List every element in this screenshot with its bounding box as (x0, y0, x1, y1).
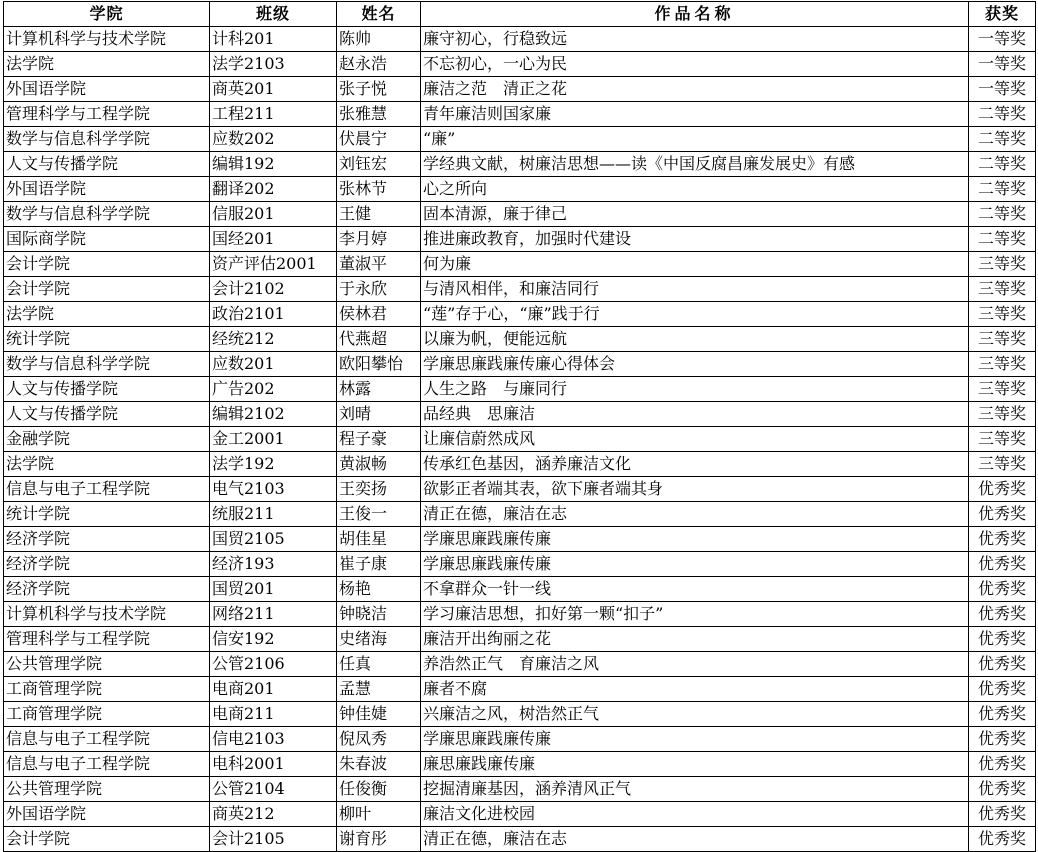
table-row (4, 327, 1036, 352)
header-row (4, 2, 1036, 27)
work-title-cell: 心之所向 (421, 177, 969, 202)
college-cell: 法学院 (4, 52, 210, 77)
table-row (4, 652, 1036, 677)
award-cell: 三等奖 (969, 402, 1036, 427)
award-cell: 三等奖 (969, 352, 1036, 377)
college-cell: 管理科学与工程学院 (4, 102, 210, 127)
table-row (4, 752, 1036, 777)
college-cell: 信息与电子工程学院 (4, 752, 210, 777)
college-cell: 计算机科学与技术学院 (4, 27, 210, 52)
class-cell: 统服211 (210, 502, 337, 527)
work-title-cell: 学习廉洁思想，扣好第一颗“扣子” (421, 602, 969, 627)
work-title-cell: 以廉为帆，便能远航 (421, 327, 969, 352)
college-cell: 国际商学院 (4, 227, 210, 252)
table-row (4, 227, 1036, 252)
class-cell: 国贸201 (210, 577, 337, 602)
name-cell: 于永欣 (337, 277, 421, 302)
award-cell: 三等奖 (969, 327, 1036, 352)
table-row (4, 677, 1036, 702)
name-cell: 侯林君 (337, 302, 421, 327)
class-cell: 信电2103 (210, 727, 337, 752)
name-cell: 谢育彤 (337, 827, 421, 852)
class-cell: 商英212 (210, 802, 337, 827)
class-cell: 广告202 (210, 377, 337, 402)
work-title-cell: “廉” (421, 127, 969, 152)
work-title-cell: 不拿群众一针一线 (421, 577, 969, 602)
award-cell: 一等奖 (969, 77, 1036, 102)
awards-table (3, 1, 1036, 852)
award-cell: 一等奖 (969, 27, 1036, 52)
class-cell: 电气2103 (210, 477, 337, 502)
name-cell: 陈帅 (337, 27, 421, 52)
name-cell: 李月婷 (337, 227, 421, 252)
college-cell: 外国语学院 (4, 77, 210, 102)
table-row (4, 602, 1036, 627)
name-cell: 杨艳 (337, 577, 421, 602)
name-cell: 程子豪 (337, 427, 421, 452)
work-title-cell: 养浩然正气 育廉洁之风 (421, 652, 969, 677)
name-cell: 任真 (337, 652, 421, 677)
award-cell: 优秀奖 (969, 552, 1036, 577)
work-title-cell: 挖掘清廉基因，涵养清风正气 (421, 777, 969, 802)
name-cell: 刘晴 (337, 402, 421, 427)
award-cell: 优秀奖 (969, 652, 1036, 677)
work-title-cell: 廉洁文化进校园 (421, 802, 969, 827)
award-cell: 优秀奖 (969, 502, 1036, 527)
college-cell: 经济学院 (4, 577, 210, 602)
award-cell: 三等奖 (969, 302, 1036, 327)
class-cell: 经济193 (210, 552, 337, 577)
college-cell: 人文与传播学院 (4, 152, 210, 177)
class-cell: 电商211 (210, 702, 337, 727)
award-cell: 优秀奖 (969, 477, 1036, 502)
name-cell: 张雅慧 (337, 102, 421, 127)
work-title-cell: 青年廉洁则国家廉 (421, 102, 969, 127)
table-row (4, 352, 1036, 377)
work-title-cell: 学廉思廉践廉传廉 (421, 552, 969, 577)
college-cell: 计算机科学与技术学院 (4, 602, 210, 627)
award-cell: 优秀奖 (969, 527, 1036, 552)
college-cell: 会计学院 (4, 252, 210, 277)
work-title-cell: 人生之路 与廉同行 (421, 377, 969, 402)
college-cell: 外国语学院 (4, 177, 210, 202)
table-row (4, 402, 1036, 427)
name-cell: 任俊衡 (337, 777, 421, 802)
awards-table-body (4, 27, 1036, 852)
class-cell: 经统212 (210, 327, 337, 352)
name-cell: 钟晓洁 (337, 602, 421, 627)
table-row (4, 102, 1036, 127)
college-cell: 法学院 (4, 452, 210, 477)
table-row (4, 252, 1036, 277)
name-cell: 黄淑畅 (337, 452, 421, 477)
college-cell: 公共管理学院 (4, 652, 210, 677)
college-cell: 经济学院 (4, 527, 210, 552)
college-cell: 外国语学院 (4, 802, 210, 827)
work-title-cell: 廉洁之范 清正之花 (421, 77, 969, 102)
class-cell: 国贸2105 (210, 527, 337, 552)
award-cell: 优秀奖 (969, 602, 1036, 627)
table-row (4, 377, 1036, 402)
work-title-cell: 学廉思廉践廉传廉 (421, 727, 969, 752)
college-cell: 法学院 (4, 302, 210, 327)
table-row (4, 77, 1036, 102)
college-cell: 工商管理学院 (4, 677, 210, 702)
college-cell: 公共管理学院 (4, 777, 210, 802)
table-row (4, 477, 1036, 502)
work-title-cell: 何为廉 (421, 252, 969, 277)
name-cell: 崔子康 (337, 552, 421, 577)
class-cell: 应数202 (210, 127, 337, 152)
name-cell: 张子悦 (337, 77, 421, 102)
college-cell: 工商管理学院 (4, 702, 210, 727)
table-row (4, 452, 1036, 477)
award-cell: 三等奖 (969, 377, 1036, 402)
college-cell: 数学与信息科学学院 (4, 202, 210, 227)
name-cell: 胡佳星 (337, 527, 421, 552)
header-college: 学院 (4, 2, 210, 27)
work-title-cell: 学廉思廉践廉传廉 (421, 527, 969, 552)
class-cell: 网络211 (210, 602, 337, 627)
name-cell: 代燕超 (337, 327, 421, 352)
award-cell: 优秀奖 (969, 577, 1036, 602)
table-row (4, 777, 1036, 802)
work-title-cell: 廉洁开出绚丽之花 (421, 627, 969, 652)
work-title-cell: 兴廉洁之风，树浩然正气 (421, 702, 969, 727)
award-cell: 二等奖 (969, 202, 1036, 227)
work-title-cell: 固本清源，廉于律己 (421, 202, 969, 227)
award-cell: 二等奖 (969, 152, 1036, 177)
class-cell: 信安192 (210, 627, 337, 652)
table-row (4, 277, 1036, 302)
award-cell: 优秀奖 (969, 702, 1036, 727)
table-row (4, 302, 1036, 327)
name-cell: 孟慧 (337, 677, 421, 702)
work-title-cell: 传承红色基因，涵养廉洁文化 (421, 452, 969, 477)
class-cell: 资产评估2001 (210, 252, 337, 277)
table-row (4, 202, 1036, 227)
award-cell: 三等奖 (969, 277, 1036, 302)
table-row (4, 27, 1036, 52)
class-cell: 公管2104 (210, 777, 337, 802)
class-cell: 应数201 (210, 352, 337, 377)
table-row (4, 827, 1036, 852)
table-row (4, 52, 1036, 77)
header-class: 班级 (210, 2, 337, 27)
class-cell: 法学192 (210, 452, 337, 477)
award-cell: 三等奖 (969, 452, 1036, 477)
work-title-cell: 学廉思廉践廉传廉心得体会 (421, 352, 969, 377)
award-cell: 三等奖 (969, 427, 1036, 452)
table-row (4, 802, 1036, 827)
work-title-cell: 不忘初心，一心为民 (421, 52, 969, 77)
work-title-cell: 清正在德，廉洁在志 (421, 502, 969, 527)
work-title-cell: 推进廉政教育，加强时代建设 (421, 227, 969, 252)
college-cell: 统计学院 (4, 502, 210, 527)
college-cell: 经济学院 (4, 552, 210, 577)
class-cell: 国经201 (210, 227, 337, 252)
award-cell: 优秀奖 (969, 827, 1036, 852)
header-award: 获奖 (969, 2, 1036, 27)
class-cell: 编辑2102 (210, 402, 337, 427)
college-cell: 人文与传播学院 (4, 377, 210, 402)
work-title-cell: 欲影正者端其表，欲下廉者端其身 (421, 477, 969, 502)
work-title-cell: 廉者不腐 (421, 677, 969, 702)
work-title-cell: 廉守初心，行稳致远 (421, 27, 969, 52)
table-row (4, 577, 1036, 602)
award-cell: 优秀奖 (969, 777, 1036, 802)
work-title-cell: 学经典文献，树廉洁思想——读《中国反腐昌廉发展史》有感 (421, 152, 969, 177)
name-cell: 柳叶 (337, 802, 421, 827)
work-title-cell: 清正在德，廉洁在志 (421, 827, 969, 852)
table-row (4, 702, 1036, 727)
name-cell: 王俊一 (337, 502, 421, 527)
table-row (4, 527, 1036, 552)
class-cell: 信服201 (210, 202, 337, 227)
award-cell: 一等奖 (969, 52, 1036, 77)
name-cell: 赵永浩 (337, 52, 421, 77)
table-row (4, 627, 1036, 652)
college-cell: 会计学院 (4, 277, 210, 302)
name-cell: 钟佳婕 (337, 702, 421, 727)
college-cell: 数学与信息科学学院 (4, 352, 210, 377)
table-row (4, 552, 1036, 577)
class-cell: 商英201 (210, 77, 337, 102)
name-cell: 史绪海 (337, 627, 421, 652)
class-cell: 电商201 (210, 677, 337, 702)
name-cell: 欧阳攀怡 (337, 352, 421, 377)
class-cell: 翻译202 (210, 177, 337, 202)
college-cell: 管理科学与工程学院 (4, 627, 210, 652)
name-cell: 倪凤秀 (337, 727, 421, 752)
header-name: 姓名 (337, 2, 421, 27)
name-cell: 刘钰宏 (337, 152, 421, 177)
award-cell: 二等奖 (969, 102, 1036, 127)
name-cell: 董淑平 (337, 252, 421, 277)
class-cell: 公管2106 (210, 652, 337, 677)
work-title-cell: “莲”存于心，“廉”践于行 (421, 302, 969, 327)
work-title-cell: 廉思廉践廉传廉 (421, 752, 969, 777)
name-cell: 王奕扬 (337, 477, 421, 502)
name-cell: 伏晨宁 (337, 127, 421, 152)
table-row (4, 152, 1036, 177)
college-cell: 数学与信息科学学院 (4, 127, 210, 152)
table-row (4, 502, 1036, 527)
class-cell: 会计2102 (210, 277, 337, 302)
award-cell: 优秀奖 (969, 727, 1036, 752)
award-cell: 二等奖 (969, 227, 1036, 252)
name-cell: 张林节 (337, 177, 421, 202)
class-cell: 金工2001 (210, 427, 337, 452)
class-cell: 计科201 (210, 27, 337, 52)
college-cell: 信息与电子工程学院 (4, 477, 210, 502)
award-cell: 优秀奖 (969, 627, 1036, 652)
award-cell: 优秀奖 (969, 752, 1036, 777)
award-cell: 优秀奖 (969, 802, 1036, 827)
class-cell: 法学2103 (210, 52, 337, 77)
class-cell: 电科2001 (210, 752, 337, 777)
college-cell: 会计学院 (4, 827, 210, 852)
college-cell: 信息与电子工程学院 (4, 727, 210, 752)
name-cell: 王健 (337, 202, 421, 227)
work-title-cell: 与清风相伴，和廉洁同行 (421, 277, 969, 302)
class-cell: 会计2105 (210, 827, 337, 852)
award-cell: 二等奖 (969, 127, 1036, 152)
award-cell: 优秀奖 (969, 677, 1036, 702)
table-row (4, 127, 1036, 152)
class-cell: 编辑192 (210, 152, 337, 177)
work-title-cell: 让廉信蔚然成风 (421, 427, 969, 452)
table-row (4, 177, 1036, 202)
class-cell: 工程211 (210, 102, 337, 127)
work-title-cell: 品经典 思廉洁 (421, 402, 969, 427)
award-cell: 三等奖 (969, 252, 1036, 277)
award-cell: 二等奖 (969, 177, 1036, 202)
college-cell: 人文与传播学院 (4, 402, 210, 427)
table-row (4, 427, 1036, 452)
name-cell: 林露 (337, 377, 421, 402)
header-work: 作品名称 (421, 2, 969, 27)
college-cell: 金融学院 (4, 427, 210, 452)
college-cell: 统计学院 (4, 327, 210, 352)
name-cell: 朱春波 (337, 752, 421, 777)
table-row (4, 727, 1036, 752)
class-cell: 政治2101 (210, 302, 337, 327)
